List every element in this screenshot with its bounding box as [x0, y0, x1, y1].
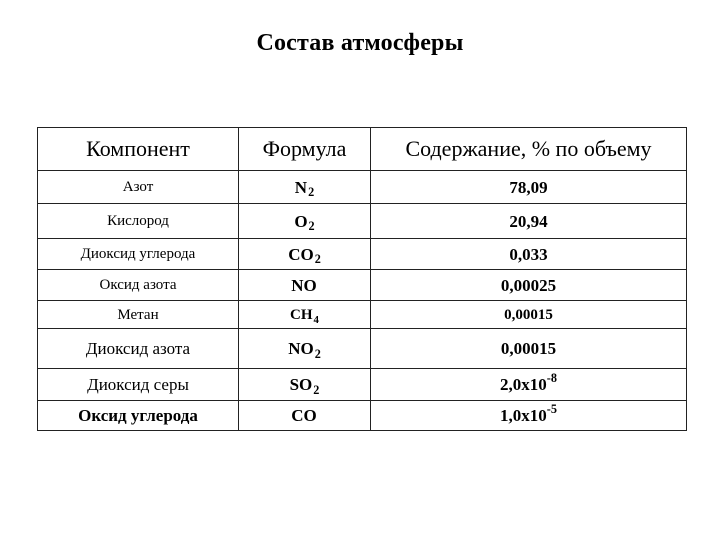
- formula-cell: [238, 239, 370, 270]
- formula-cell: [238, 301, 370, 329]
- value-cell: [370, 301, 686, 329]
- value-base: 20,94: [509, 211, 548, 231]
- header-content: Содержание, % по объему: [370, 128, 686, 170]
- component-cell: Метан: [117, 306, 159, 323]
- table-row: [38, 328, 686, 369]
- value-exponent: -8: [546, 370, 557, 385]
- table-row: [38, 203, 686, 239]
- component-cell: Оксид углерода: [78, 406, 198, 425]
- formula-cell: [238, 171, 370, 204]
- component-cell: Диоксид серы: [87, 375, 189, 394]
- value-base: 0,00025: [500, 275, 557, 295]
- page-title: Состав атмосферы: [256, 30, 464, 56]
- value-base: 2,0x10: [500, 375, 547, 394]
- header-formula: Формула: [238, 128, 370, 170]
- value-cell: [370, 204, 686, 239]
- formula-base: NO: [288, 339, 314, 358]
- value-base: 0,033: [509, 244, 548, 264]
- formula-base: O: [294, 211, 308, 231]
- header-component: Компонент: [86, 136, 190, 161]
- value-base: 0,00015: [500, 339, 557, 358]
- table-row: [38, 368, 686, 401]
- value-base: 0,00015: [504, 306, 553, 323]
- formula-subscript: 2: [308, 185, 315, 199]
- formula-cell: [238, 204, 370, 239]
- component-cell: Азот: [122, 179, 154, 195]
- formula-base: CO: [291, 406, 317, 425]
- formula-cell: [238, 329, 370, 369]
- atmosphere-composition-table: [37, 127, 687, 431]
- formula-subscript: 2: [313, 382, 320, 397]
- formula-base: N: [294, 177, 308, 197]
- formula-base: NO: [291, 275, 317, 295]
- formula-subscript: 2: [308, 219, 315, 233]
- value-base: 1,0x10: [500, 406, 547, 425]
- formula-cell: [238, 401, 370, 431]
- value-exponent: -5: [546, 401, 557, 416]
- value-cell: [370, 270, 686, 301]
- formula-subscript: 2: [314, 346, 321, 361]
- value-base: 78,09: [509, 177, 548, 197]
- table-row: [38, 238, 686, 270]
- value-cell: [370, 401, 686, 431]
- table-row: [38, 400, 686, 431]
- value-cell: [370, 329, 686, 369]
- table-row: [38, 300, 686, 329]
- formula-cell: [238, 270, 370, 301]
- table-header-row: [38, 128, 686, 170]
- table-row: [38, 170, 686, 204]
- formula-base: SO: [289, 375, 313, 394]
- value-cell: [370, 171, 686, 204]
- value-cell: [370, 369, 686, 401]
- component-cell: Диоксид углерода: [80, 246, 196, 262]
- formula-subscript: 4: [313, 314, 319, 326]
- formula-base: CH: [290, 306, 313, 323]
- component-cell: Оксид азота: [99, 277, 177, 293]
- formula-subscript: 2: [314, 252, 321, 266]
- component-cell: Диоксид азота: [85, 339, 191, 358]
- formula-cell: [238, 369, 370, 401]
- table-row: [38, 269, 686, 301]
- formula-base: CO: [288, 244, 314, 264]
- value-cell: [370, 239, 686, 270]
- component-cell: Кислород: [107, 213, 169, 229]
